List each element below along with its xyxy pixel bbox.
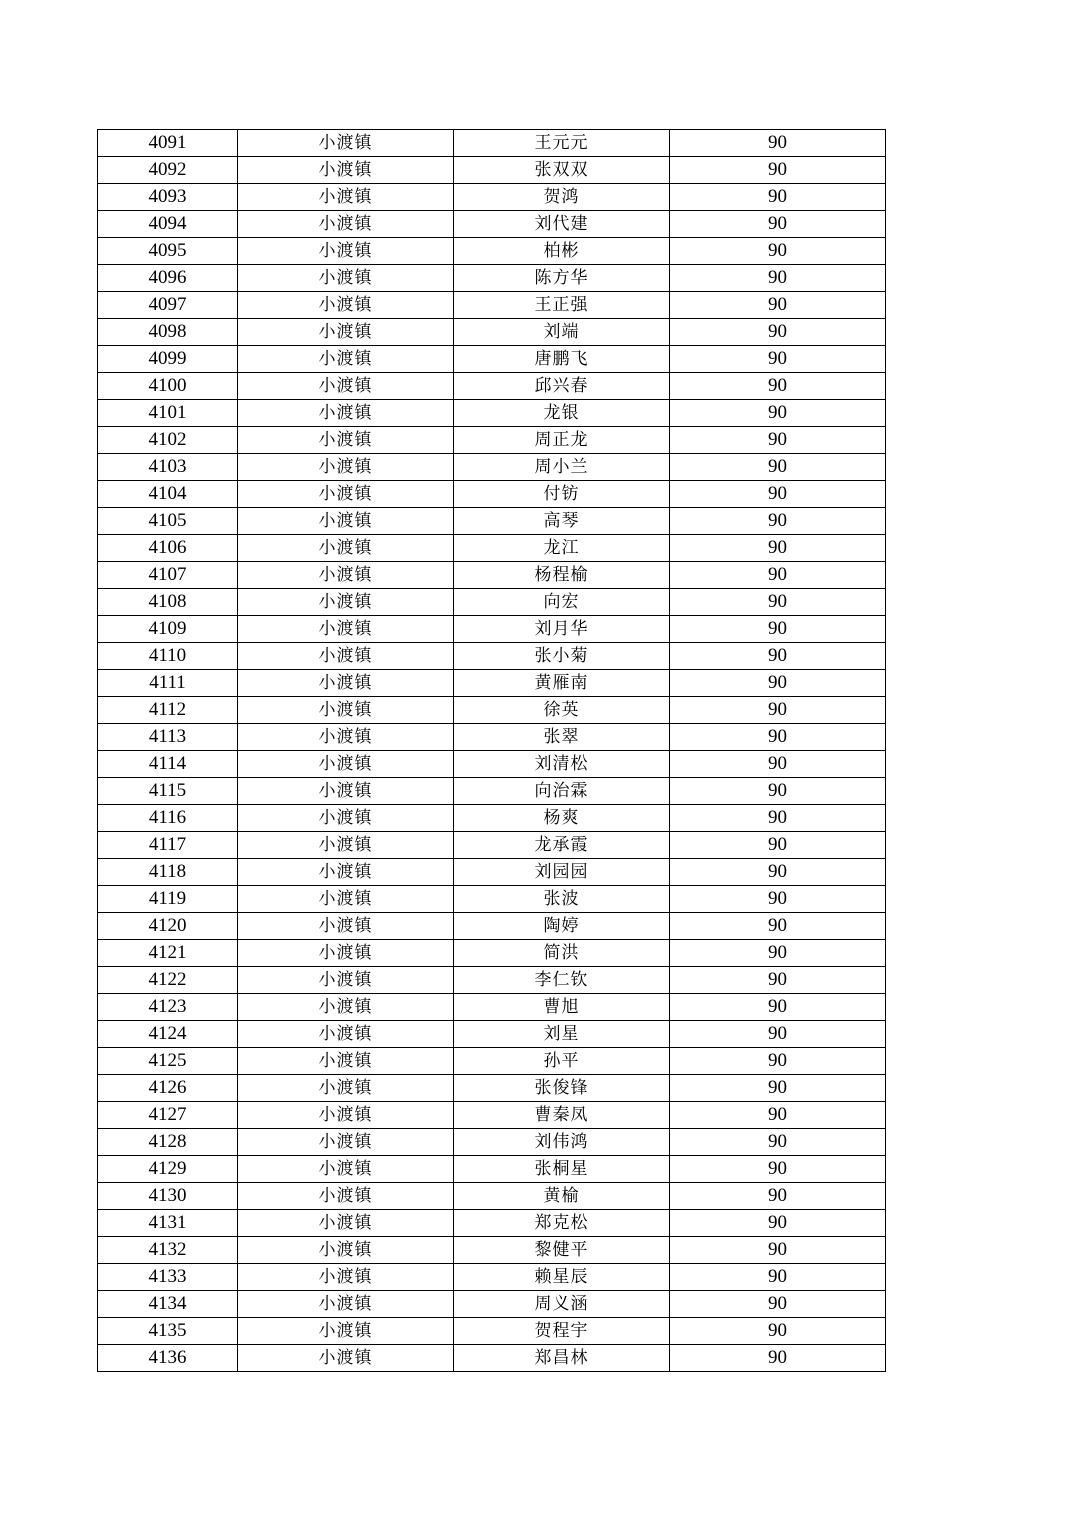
cell-score: 90 <box>670 670 886 697</box>
cell-town: 小渡镇 <box>238 778 454 805</box>
cell-name: 刘伟鸿 <box>454 1129 670 1156</box>
cell-name: 张桐星 <box>454 1156 670 1183</box>
table-row <box>98 1156 886 1183</box>
table-row <box>98 184 886 211</box>
table-row <box>98 130 886 157</box>
cell-score: 90 <box>670 130 886 157</box>
cell-score: 90 <box>670 400 886 427</box>
table-row <box>98 535 886 562</box>
cell-number: 4100 <box>98 373 238 400</box>
cell-town: 小渡镇 <box>238 292 454 319</box>
cell-number: 4101 <box>98 400 238 427</box>
cell-number: 4130 <box>98 1183 238 1210</box>
cell-name: 向治霖 <box>454 778 670 805</box>
cell-score: 90 <box>670 373 886 400</box>
cell-town: 小渡镇 <box>238 1156 454 1183</box>
cell-name: 邱兴春 <box>454 373 670 400</box>
cell-name: 赖星辰 <box>454 1264 670 1291</box>
cell-town: 小渡镇 <box>238 184 454 211</box>
cell-score: 90 <box>670 886 886 913</box>
cell-number: 4107 <box>98 562 238 589</box>
cell-score: 90 <box>670 1102 886 1129</box>
table-row <box>98 1264 886 1291</box>
cell-name: 郑克松 <box>454 1210 670 1237</box>
cell-number: 4120 <box>98 913 238 940</box>
cell-score: 90 <box>670 616 886 643</box>
cell-name: 曹旭 <box>454 994 670 1021</box>
table-row <box>98 346 886 373</box>
cell-town: 小渡镇 <box>238 1102 454 1129</box>
cell-number: 4109 <box>98 616 238 643</box>
cell-number: 4110 <box>98 643 238 670</box>
table-row <box>98 454 886 481</box>
cell-name: 张翠 <box>454 724 670 751</box>
cell-town: 小渡镇 <box>238 508 454 535</box>
cell-score: 90 <box>670 724 886 751</box>
table-row <box>98 940 886 967</box>
cell-number: 4099 <box>98 346 238 373</box>
cell-name: 黎健平 <box>454 1237 670 1264</box>
table-row <box>98 670 886 697</box>
cell-number: 4134 <box>98 1291 238 1318</box>
table-row <box>98 859 886 886</box>
cell-score: 90 <box>670 1129 886 1156</box>
cell-number: 4096 <box>98 265 238 292</box>
cell-town: 小渡镇 <box>238 751 454 778</box>
cell-name: 唐鹏飞 <box>454 346 670 373</box>
cell-name: 黄榆 <box>454 1183 670 1210</box>
table-row <box>98 265 886 292</box>
cell-number: 4133 <box>98 1264 238 1291</box>
table-row <box>98 1210 886 1237</box>
cell-name: 张俊锋 <box>454 1075 670 1102</box>
cell-score: 90 <box>670 859 886 886</box>
cell-town: 小渡镇 <box>238 238 454 265</box>
cell-town: 小渡镇 <box>238 373 454 400</box>
table-row <box>98 1129 886 1156</box>
cell-score: 90 <box>670 778 886 805</box>
cell-town: 小渡镇 <box>238 400 454 427</box>
table-row <box>98 211 886 238</box>
cell-name: 刘端 <box>454 319 670 346</box>
cell-town: 小渡镇 <box>238 319 454 346</box>
cell-name: 张小菊 <box>454 643 670 670</box>
table-row <box>98 1075 886 1102</box>
cell-number: 4095 <box>98 238 238 265</box>
cell-number: 4135 <box>98 1318 238 1345</box>
table-row <box>98 589 886 616</box>
cell-score: 90 <box>670 508 886 535</box>
cell-name: 黄雁南 <box>454 670 670 697</box>
cell-score: 90 <box>670 1264 886 1291</box>
cell-score: 90 <box>670 1318 886 1345</box>
cell-name: 周正龙 <box>454 427 670 454</box>
cell-town: 小渡镇 <box>238 1129 454 1156</box>
cell-score: 90 <box>670 1183 886 1210</box>
cell-score: 90 <box>670 184 886 211</box>
cell-name: 曹秦凤 <box>454 1102 670 1129</box>
cell-score: 90 <box>670 1237 886 1264</box>
cell-number: 4093 <box>98 184 238 211</box>
cell-name: 刘清松 <box>454 751 670 778</box>
cell-name: 郑昌林 <box>454 1345 670 1372</box>
cell-score: 90 <box>670 1021 886 1048</box>
cell-score: 90 <box>670 292 886 319</box>
cell-name: 向宏 <box>454 589 670 616</box>
cell-score: 90 <box>670 940 886 967</box>
cell-town: 小渡镇 <box>238 1021 454 1048</box>
cell-name: 张波 <box>454 886 670 913</box>
cell-town: 小渡镇 <box>238 724 454 751</box>
cell-number: 4105 <box>98 508 238 535</box>
cell-town: 小渡镇 <box>238 805 454 832</box>
cell-score: 90 <box>670 697 886 724</box>
cell-score: 90 <box>670 967 886 994</box>
cell-score: 90 <box>670 1156 886 1183</box>
table-row <box>98 967 886 994</box>
cell-town: 小渡镇 <box>238 940 454 967</box>
table-row <box>98 562 886 589</box>
table-row <box>98 994 886 1021</box>
table-row <box>98 1318 886 1345</box>
cell-name: 刘月华 <box>454 616 670 643</box>
cell-town: 小渡镇 <box>238 832 454 859</box>
table-row <box>98 751 886 778</box>
cell-name: 高琴 <box>454 508 670 535</box>
cell-town: 小渡镇 <box>238 616 454 643</box>
cell-score: 90 <box>670 481 886 508</box>
cell-number: 4106 <box>98 535 238 562</box>
cell-number: 4117 <box>98 832 238 859</box>
cell-score: 90 <box>670 643 886 670</box>
cell-name: 柏彬 <box>454 238 670 265</box>
table-row <box>98 643 886 670</box>
cell-name: 龙江 <box>454 535 670 562</box>
cell-number: 4124 <box>98 1021 238 1048</box>
cell-name: 简洪 <box>454 940 670 967</box>
table-row <box>98 1183 886 1210</box>
cell-town: 小渡镇 <box>238 130 454 157</box>
cell-town: 小渡镇 <box>238 1210 454 1237</box>
cell-score: 90 <box>670 238 886 265</box>
cell-number: 4113 <box>98 724 238 751</box>
cell-name: 周义涵 <box>454 1291 670 1318</box>
cell-number: 4127 <box>98 1102 238 1129</box>
cell-number: 4108 <box>98 589 238 616</box>
table-row <box>98 697 886 724</box>
cell-number: 4128 <box>98 1129 238 1156</box>
cell-town: 小渡镇 <box>238 211 454 238</box>
table-row <box>98 508 886 535</box>
cell-score: 90 <box>670 1075 886 1102</box>
table-row <box>98 373 886 400</box>
cell-name: 龙承霞 <box>454 832 670 859</box>
cell-number: 4125 <box>98 1048 238 1075</box>
cell-score: 90 <box>670 454 886 481</box>
cell-name: 孙平 <box>454 1048 670 1075</box>
cell-score: 90 <box>670 211 886 238</box>
table-row <box>98 1102 886 1129</box>
cell-number: 4104 <box>98 481 238 508</box>
table-row <box>98 616 886 643</box>
cell-number: 4098 <box>98 319 238 346</box>
cell-town: 小渡镇 <box>238 967 454 994</box>
cell-number: 4097 <box>98 292 238 319</box>
table-row <box>98 400 886 427</box>
table-row <box>98 1291 886 1318</box>
cell-town: 小渡镇 <box>238 1264 454 1291</box>
cell-name: 杨爽 <box>454 805 670 832</box>
cell-score: 90 <box>670 157 886 184</box>
cell-number: 4119 <box>98 886 238 913</box>
cell-town: 小渡镇 <box>238 481 454 508</box>
cell-town: 小渡镇 <box>238 157 454 184</box>
cell-number: 4112 <box>98 697 238 724</box>
cell-name: 张双双 <box>454 157 670 184</box>
table-row <box>98 913 886 940</box>
cell-score: 90 <box>670 535 886 562</box>
cell-score: 90 <box>670 319 886 346</box>
table-row <box>98 832 886 859</box>
cell-number: 4136 <box>98 1345 238 1372</box>
cell-name: 刘星 <box>454 1021 670 1048</box>
cell-town: 小渡镇 <box>238 454 454 481</box>
table-row <box>98 292 886 319</box>
cell-name: 杨程榆 <box>454 562 670 589</box>
table-row <box>98 778 886 805</box>
cell-name: 王正强 <box>454 292 670 319</box>
cell-number: 4111 <box>98 670 238 697</box>
cell-number: 4123 <box>98 994 238 1021</box>
cell-score: 90 <box>670 805 886 832</box>
cell-town: 小渡镇 <box>238 1291 454 1318</box>
cell-town: 小渡镇 <box>238 1237 454 1264</box>
cell-name: 陈方华 <box>454 265 670 292</box>
cell-town: 小渡镇 <box>238 994 454 1021</box>
cell-score: 90 <box>670 1048 886 1075</box>
cell-score: 90 <box>670 913 886 940</box>
cell-score: 90 <box>670 265 886 292</box>
cell-number: 4121 <box>98 940 238 967</box>
cell-town: 小渡镇 <box>238 697 454 724</box>
cell-score: 90 <box>670 1210 886 1237</box>
cell-name: 陶婷 <box>454 913 670 940</box>
cell-number: 4132 <box>98 1237 238 1264</box>
cell-score: 90 <box>670 1345 886 1372</box>
table-row <box>98 1021 886 1048</box>
table-row <box>98 427 886 454</box>
roster-table-body <box>98 130 886 1372</box>
cell-town: 小渡镇 <box>238 1345 454 1372</box>
cell-score: 90 <box>670 562 886 589</box>
cell-town: 小渡镇 <box>238 1048 454 1075</box>
cell-name: 刘园园 <box>454 859 670 886</box>
cell-name: 王元元 <box>454 130 670 157</box>
table-row <box>98 157 886 184</box>
cell-number: 4122 <box>98 967 238 994</box>
cell-score: 90 <box>670 1291 886 1318</box>
cell-town: 小渡镇 <box>238 589 454 616</box>
table-row <box>98 724 886 751</box>
roster-table <box>97 129 886 1372</box>
cell-name: 刘代建 <box>454 211 670 238</box>
cell-score: 90 <box>670 751 886 778</box>
table-row <box>98 886 886 913</box>
cell-town: 小渡镇 <box>238 1075 454 1102</box>
cell-name: 贺鸿 <box>454 184 670 211</box>
cell-number: 4091 <box>98 130 238 157</box>
cell-town: 小渡镇 <box>238 913 454 940</box>
cell-number: 4114 <box>98 751 238 778</box>
cell-score: 90 <box>670 427 886 454</box>
cell-number: 4115 <box>98 778 238 805</box>
cell-name: 李仁钦 <box>454 967 670 994</box>
cell-number: 4092 <box>98 157 238 184</box>
cell-number: 4116 <box>98 805 238 832</box>
cell-name: 徐英 <box>454 697 670 724</box>
cell-name: 付钫 <box>454 481 670 508</box>
cell-town: 小渡镇 <box>238 562 454 589</box>
cell-score: 90 <box>670 994 886 1021</box>
table-row <box>98 1237 886 1264</box>
cell-name: 周小兰 <box>454 454 670 481</box>
cell-number: 4094 <box>98 211 238 238</box>
table-row <box>98 481 886 508</box>
cell-number: 4102 <box>98 427 238 454</box>
table-row <box>98 238 886 265</box>
table-row <box>98 1048 886 1075</box>
cell-town: 小渡镇 <box>238 670 454 697</box>
table-row <box>98 319 886 346</box>
cell-town: 小渡镇 <box>238 643 454 670</box>
cell-name: 龙银 <box>454 400 670 427</box>
cell-town: 小渡镇 <box>238 427 454 454</box>
cell-town: 小渡镇 <box>238 1318 454 1345</box>
cell-number: 4103 <box>98 454 238 481</box>
cell-number: 4118 <box>98 859 238 886</box>
cell-town: 小渡镇 <box>238 535 454 562</box>
table-row <box>98 805 886 832</box>
cell-town: 小渡镇 <box>238 1183 454 1210</box>
cell-name: 贺程宇 <box>454 1318 670 1345</box>
cell-town: 小渡镇 <box>238 859 454 886</box>
cell-town: 小渡镇 <box>238 346 454 373</box>
cell-number: 4129 <box>98 1156 238 1183</box>
cell-town: 小渡镇 <box>238 886 454 913</box>
table-row <box>98 1345 886 1372</box>
cell-score: 90 <box>670 832 886 859</box>
cell-number: 4131 <box>98 1210 238 1237</box>
cell-score: 90 <box>670 346 886 373</box>
cell-town: 小渡镇 <box>238 265 454 292</box>
cell-number: 4126 <box>98 1075 238 1102</box>
cell-score: 90 <box>670 589 886 616</box>
